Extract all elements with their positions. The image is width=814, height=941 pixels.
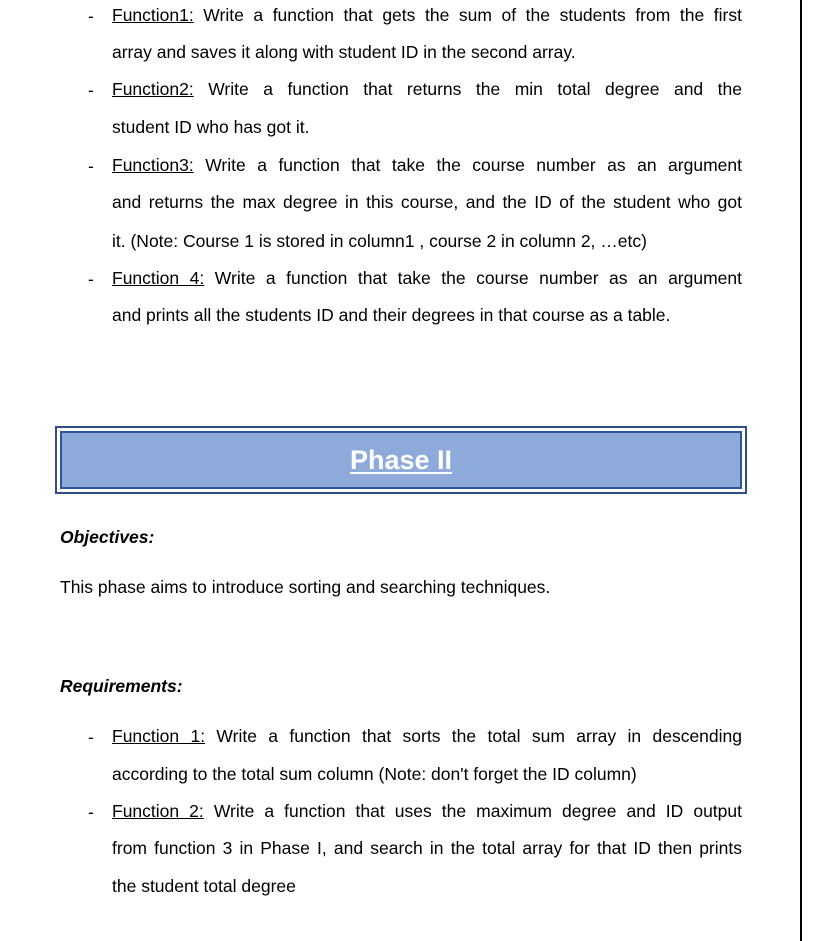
item-line: the student total degree	[112, 876, 296, 896]
item-line: Function 4: Write a function that take the course number as an argument	[112, 268, 742, 288]
item-line: Function 2: Write a function that uses the maximum degree and ID output	[112, 801, 742, 821]
objectives-text: This phase aims to introduce sorting and searching techniques.	[60, 577, 551, 597]
function-label: Function 4:	[112, 268, 205, 288]
item-line: it. (Note: Course 1 is stored in column1 , course 2 in column 2, …etc)	[112, 231, 647, 251]
function-label: Function3:	[112, 155, 194, 175]
function-label: Function1:	[112, 5, 194, 25]
item-line: according to the total sum column (Note: don't forget the ID column)	[112, 764, 637, 784]
item-line: from function 3 in Phase I, and search in the total array for that ID then prints	[112, 838, 742, 858]
requirements-heading: Requirements:	[60, 676, 183, 696]
bullet-dash: -	[88, 80, 94, 100]
item-line: student ID who has got it.	[112, 117, 310, 137]
objectives-heading: Objectives:	[60, 527, 155, 547]
bullet-dash: -	[88, 802, 94, 822]
item-line: Function2: Write a function that returns the min total degree and the	[112, 79, 742, 99]
item-line: and returns the max degree in this course, and the ID of the student who got	[112, 192, 742, 212]
item-line: Function 1: Write a function that sorts the total sum array in descending	[112, 726, 742, 746]
bullet-dash: -	[88, 6, 94, 26]
function-label: Function 2:	[112, 801, 204, 821]
item-line: and prints all the students ID and their degrees in that course as a table.	[112, 305, 671, 325]
function-label: Function 1:	[112, 726, 206, 746]
item-line: array and saves it along with student ID in the second array.	[112, 42, 576, 62]
item-line: Function3: Write a function that take the course number as an argument	[112, 155, 742, 175]
bullet-dash: -	[88, 727, 94, 747]
phase-banner-fill	[60, 431, 742, 489]
page-right-border	[800, 0, 802, 941]
phase-banner	[55, 426, 747, 494]
phase-title: Phase II	[349, 444, 453, 475]
function-label: Function2:	[112, 79, 194, 99]
bullet-dash: -	[88, 156, 94, 176]
bullet-dash: -	[88, 269, 94, 289]
item-line: Function1: Write a function that gets the sum of the students from the first	[112, 5, 742, 25]
